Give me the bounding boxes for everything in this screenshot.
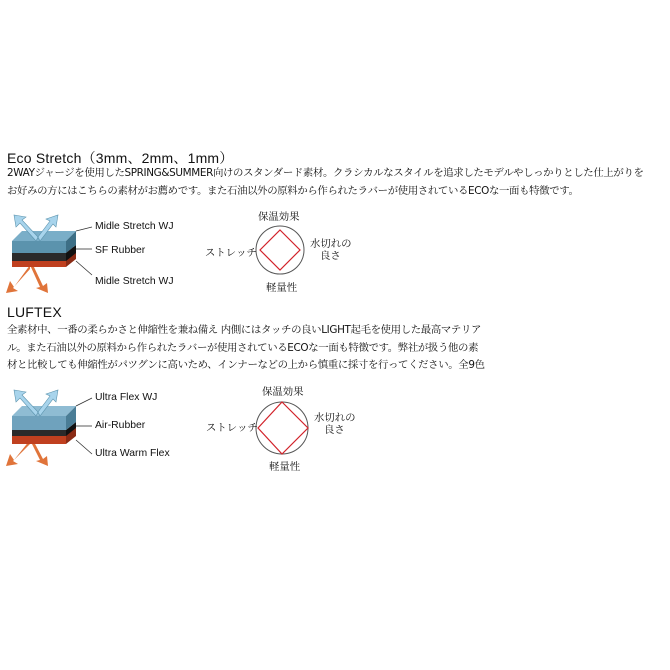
luftex-title: LUFTEX (7, 304, 62, 320)
chart-label-warmth: 保温効果 (262, 386, 304, 398)
layer-label-middle: Air-Rubber (95, 420, 146, 431)
description-line: お好みの方にはこちらの素材がお薦めです。また石油以外の原料から作られたラバーが使用されているECOな一面も特徴です。 (7, 184, 579, 197)
radar-chart-circle (256, 226, 304, 274)
description-line: 材と比較しても伸縮性がパツグンに高いため、インナーなどの上から慎重に採寸を行ってください。全9色 (7, 359, 485, 371)
radar-chart-circle (256, 402, 308, 454)
middle-layer (12, 253, 66, 261)
chart-label-drainage-line1: 水切れの (314, 412, 356, 424)
chart-label-drainage (310, 238, 352, 262)
layer-label-top: Ultra Flex WJ (95, 392, 158, 403)
luftex-layer-diagram (0, 390, 100, 470)
layer-label-top: Midle Stretch WJ (95, 221, 174, 232)
description-line: ル。また石油以外の原料から作られたラバーが使用されているECOな一面も特徴です。弊社が扱う他の素 (7, 341, 479, 354)
chart-label-stretch: ストレッチ (205, 247, 257, 259)
chart-label-drainage-line1: 水切れの (310, 238, 352, 250)
layer-label-bottom: Ultra Warm Flex (95, 448, 170, 459)
chart-label-stretch: ストレッチ (206, 422, 258, 434)
chart-label-warmth: 保温効果 (258, 211, 300, 223)
chart-label-drainage (314, 412, 356, 436)
description-line: 2WAYジャージを使用したSPRING&SUMMER向けのスタンダード素材。クラシカルなスタイルを追求したモデルやしっかりとした仕上がりを (7, 167, 644, 179)
radar-chart-shape (260, 230, 300, 270)
orange-arrow-icon (30, 265, 48, 293)
chart-label-drainage-line2: 良さ (324, 424, 345, 436)
eco-stretch-layer-diagram (0, 215, 100, 295)
orange-arrow-icon (6, 265, 30, 293)
middle-layer (12, 430, 66, 436)
layer-label-middle: SF Rubber (95, 245, 146, 256)
luftex-description (7, 322, 485, 375)
luftex-radar-chart (250, 396, 314, 460)
description-line: 全素材中、一番の柔らかさと伸縮性を兼ね備え 内側にはタッチの良いLIGHT起毛を使用した最高マテリア (7, 324, 482, 336)
chart-label-drainage-line2: 良さ (320, 250, 341, 262)
layer-label-bottom: Midle Stretch WJ (95, 276, 174, 287)
chart-label-lightness: 軽量性 (269, 461, 301, 473)
eco-stretch-description (7, 165, 644, 200)
chart-label-lightness: 軽量性 (266, 282, 298, 294)
eco-stretch-title: Eco Stretch（3mm、2mm、1mm） (7, 150, 234, 166)
eco-stretch-radar-chart (250, 220, 310, 280)
